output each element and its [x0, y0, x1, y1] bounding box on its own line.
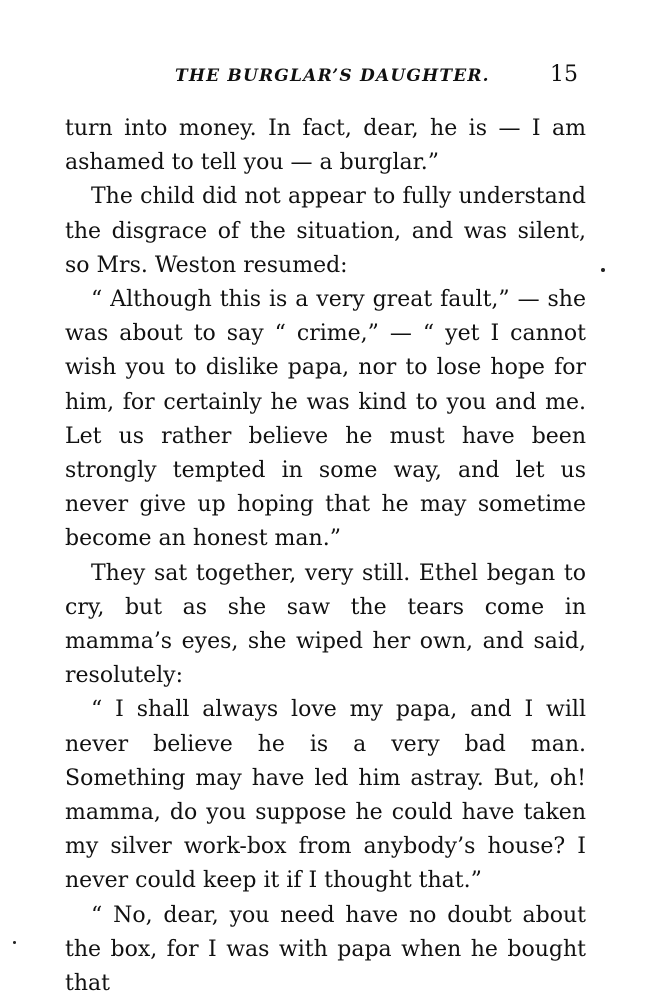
paragraph-4: They sat together, very still. Ethel began to cry, but as she saw the tears come in mamma’s eyes, she wiped her own, and said, resolutely: [65, 560, 586, 689]
paragraph-2: The child did not appear to fully understand the disgrace of the situation, and was silent, so Mrs. Weston resumed: [65, 184, 586, 278]
paragraph-3: “ Although this is a very great fault,” — she was about to say “ crime,” — “ yet I cannot wish you to dislike papa, nor to lose hope for him, for certainly he was kind to you and me. Let us rather believe he must have been strongly tempted in some way, and let us never give up hoping that he may sometime become an honest man.” [65, 287, 586, 552]
paragraph-1: turn into money. In fact, dear, he is — I am ashamed to tell you — a burglar.” [65, 116, 586, 176]
body-text [65, 112, 586, 1001]
paragraph-6: “ No, dear, you need have no doubt about the box, for I was with papa when he bought that [65, 902, 586, 997]
print-speck [601, 268, 605, 272]
page-number: 15 [550, 62, 578, 87]
running-head [60, 62, 590, 92]
print-speck [13, 941, 16, 944]
paragraph-5: “ I shall always love my papa, and I will never believe he is a very bad man. Something may have led him astray. But, oh! mamma, do you suppose he could have taken my silver work-box from anybody’s house? I never could keep it if I thought that.” [65, 697, 586, 894]
running-title: THE BURGLAR’S DAUGHTER. [175, 66, 490, 86]
